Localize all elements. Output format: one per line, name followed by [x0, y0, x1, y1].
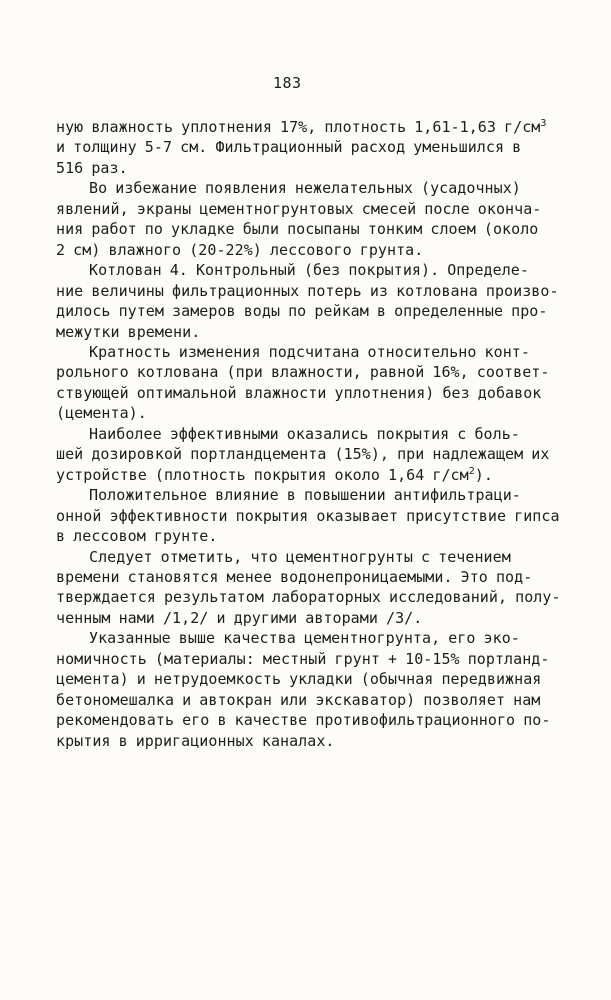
text-line-content: Следует отметить, что цементногрунты с течением — [89, 547, 511, 566]
text-line-content: бетономешалка и автокран или экскаватор) позволяет нам — [56, 690, 541, 709]
text-line-content: устройстве (плотность покрытия около 1,64 г/см — [56, 465, 469, 484]
text-line — [56, 342, 556, 362]
text-line — [56, 710, 556, 730]
text-line — [56, 587, 561, 607]
text-line — [56, 137, 556, 157]
text-line — [56, 628, 556, 648]
text-line — [56, 240, 556, 260]
text-line — [56, 526, 556, 546]
text-line — [56, 403, 556, 423]
text-line — [56, 219, 556, 239]
text-line-content: тверждается результатом лабораторных исследований, полу- — [56, 588, 561, 607]
text-line-content: в лессовом грунте. — [56, 527, 218, 546]
text-line-content: межутки времени. — [56, 322, 201, 341]
text-line-content: явлений, экраны цементногрунтовых смесей после оконча- — [56, 199, 542, 218]
text-line-content: крытия в ирригационных каналах. — [56, 731, 335, 750]
text-line — [56, 260, 556, 280]
text-line — [56, 465, 556, 485]
text-line-content: Положительное влияние в повышении антифильтраци- — [89, 486, 521, 505]
body-text — [56, 117, 561, 751]
text-line — [56, 547, 556, 567]
text-line — [56, 669, 556, 689]
text-line-content: Кратность изменения подсчитана относительно конт- — [89, 342, 530, 361]
text-line-content: времени становятся менее водонепроницаемыми. Это под- — [56, 567, 533, 586]
text-line-content: Наиболее эффективными оказались покрытия с боль- — [89, 424, 520, 443]
text-line — [56, 690, 556, 710]
text-line — [56, 178, 556, 198]
text-line-content: Котлован 4. Контрольный (без покрытия). Определе- — [89, 261, 529, 280]
text-line-content: онной эффективности покрытия оказывает присутствие гипса — [56, 506, 560, 525]
text-line-content: (цемента). — [56, 404, 147, 423]
text-line — [56, 649, 556, 669]
text-line-content: цемента) и нетрудоемкость укладки (обычная передвижная — [56, 670, 542, 689]
text-line — [56, 485, 556, 505]
text-line-content: Указанные выше качества цементногрунта, его эко- — [89, 629, 520, 648]
text-line — [56, 383, 556, 403]
text-line-content: 2 см) влажного (20-22%) лессового грунта. — [56, 240, 424, 259]
text-line-content: рольного котлована (при влажности, равной 16%, соответ- — [56, 363, 550, 382]
text-line-content: ченным нами /1,2/ и другими авторами /3/. — [56, 608, 423, 627]
text-line — [56, 567, 556, 587]
text-line-content: 516 раз. — [56, 158, 128, 177]
text-line-content: номичность (материалы: местный грунт + 10-15% портланд- — [56, 649, 550, 668]
text-line-content: и толщину 5-7 см. Фильтрационный расход уменьшился в — [56, 138, 522, 157]
text-line — [56, 322, 556, 342]
text-line-content: шей дозировкой портландцемента (15%), при надлежащем их — [56, 445, 550, 464]
superscript-exponent: 3 — [540, 118, 547, 129]
text-line — [56, 301, 556, 321]
text-line — [56, 117, 556, 137]
text-line — [56, 444, 556, 464]
text-line — [56, 199, 556, 219]
text-line — [56, 608, 556, 628]
text-line-content: дилось путем замеров воды по рейкам в определенные про- — [56, 302, 548, 321]
text-line — [56, 506, 560, 526]
text-line-content: ние величины фильтрационных потерь из котлована произво- — [56, 281, 559, 300]
superscript-exponent: 2 — [468, 465, 475, 477]
page-number: 183 — [273, 74, 302, 92]
text-line — [56, 731, 556, 751]
text-line — [56, 424, 556, 444]
text-line-content: ния работ по укладке были посыпаны тонким слоем (около — [56, 220, 539, 239]
text-line-content: ствующей оптимальной влажности уплотнения) без добавок — [56, 383, 542, 402]
text-line — [56, 362, 556, 382]
text-line — [56, 281, 559, 301]
text-line — [56, 158, 556, 178]
text-line-content: рекомендовать его в качестве противофильтрационного по- — [56, 711, 551, 730]
text-line-content: ную влажность уплотнения 17%, плотность 1,61-1,63 г/см — [56, 118, 541, 136]
text-line-content: Во избежание появления нежелательных (усадочных) — [89, 179, 521, 198]
text-line-tail: ). — [474, 465, 493, 484]
